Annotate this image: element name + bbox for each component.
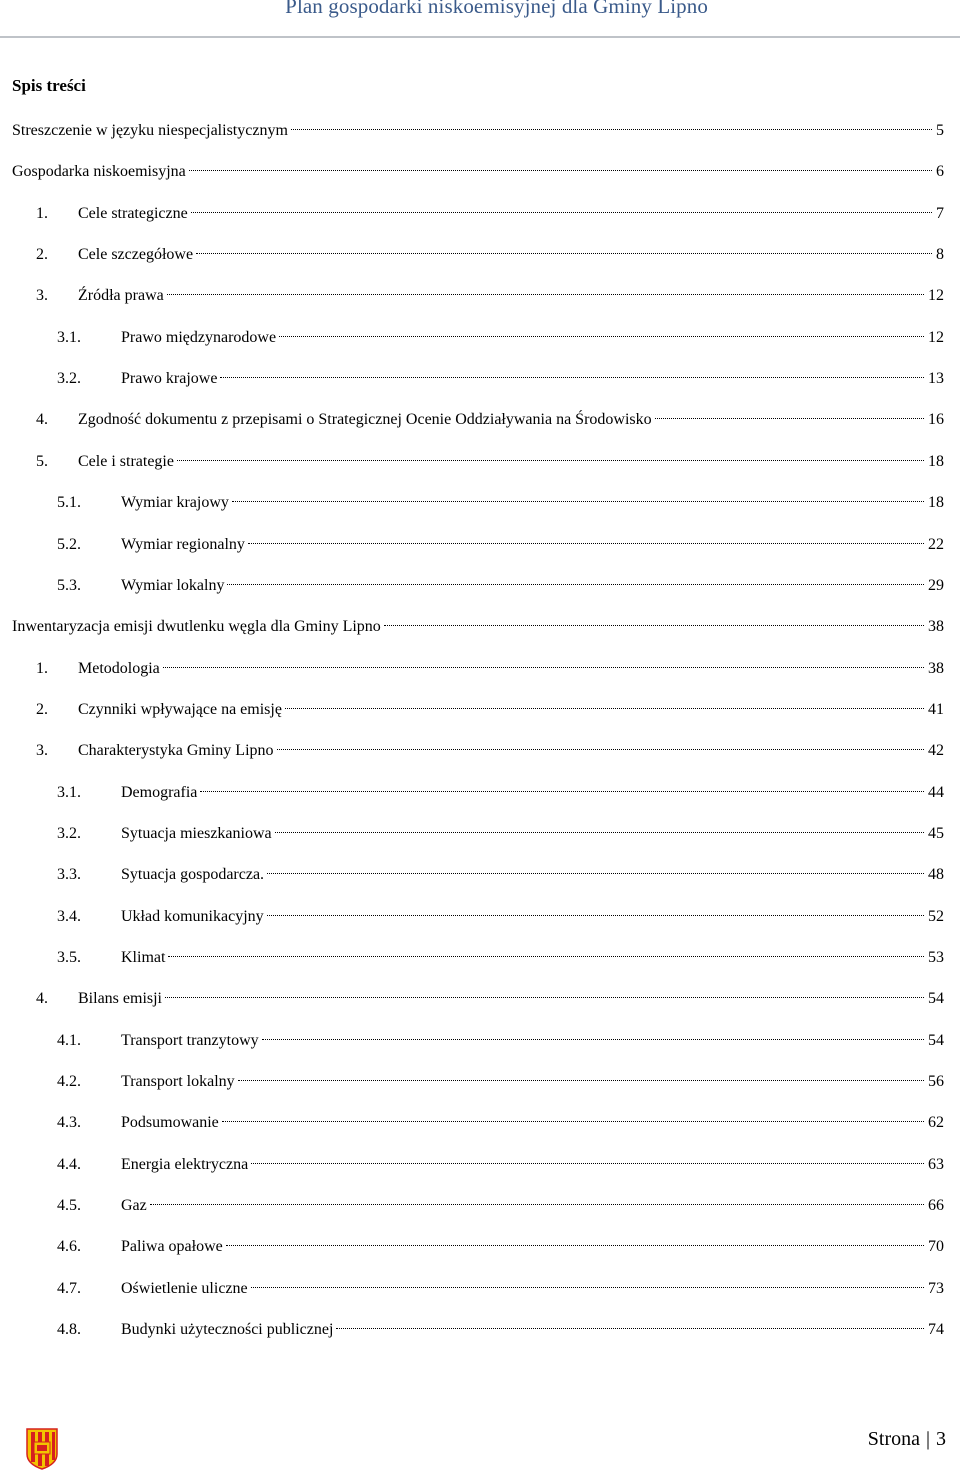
page-word: Strona — [867, 1428, 920, 1450]
dot-leader — [220, 377, 924, 378]
toc-entry[interactable] — [0, 863, 960, 887]
toc-entry[interactable] — [0, 1029, 960, 1053]
page-header — [0, 0, 960, 38]
toc-entry[interactable] — [0, 946, 960, 970]
toc-entry-title: Gaz — [121, 1197, 147, 1215]
dot-leader — [232, 501, 924, 502]
toc-entry-page: 54 — [928, 1031, 944, 1049]
toc-entry-page: 12 — [928, 287, 944, 305]
toc-entry-page: 48 — [928, 866, 944, 884]
toc-entry[interactable] — [0, 243, 960, 267]
toc-entry[interactable] — [0, 326, 960, 350]
toc-entry-title: Czynniki wpływające na emisję — [78, 700, 282, 718]
toc-entry[interactable] — [0, 1235, 960, 1259]
coat-of-arms-icon — [26, 1428, 58, 1470]
toc-entry-title: Budynki użyteczności publicznej — [121, 1321, 334, 1339]
dot-leader — [165, 997, 924, 998]
toc-entry-page: 73 — [928, 1279, 944, 1297]
toc-entry-page: 74 — [928, 1321, 944, 1339]
dot-leader — [238, 1080, 924, 1081]
dot-leader — [227, 584, 924, 585]
toc-entry-number: 2. — [36, 246, 48, 264]
toc-entry-page: 42 — [928, 742, 944, 760]
toc-entry-number: 5.3. — [57, 576, 81, 594]
toc-entry-number: 3.1. — [57, 328, 81, 346]
toc-entry-number: 1. — [36, 204, 48, 222]
toc-entry[interactable] — [0, 905, 960, 929]
page-number: 3 — [936, 1428, 946, 1450]
toc-entry-page: 13 — [928, 370, 944, 388]
toc-entry-title: Klimat — [121, 949, 166, 966]
toc-entry-page: 29 — [928, 576, 944, 594]
dot-leader — [384, 625, 924, 626]
toc-entry[interactable] — [0, 119, 960, 143]
toc-entry-page: 18 — [928, 452, 944, 470]
toc-entry[interactable] — [0, 781, 960, 805]
toc-entry-number: 4. — [36, 990, 48, 1008]
toc-entry-number: 3.2. — [57, 824, 81, 842]
dot-leader — [277, 749, 924, 750]
toc-entry-number: 1. — [36, 659, 48, 677]
dot-leader — [226, 1245, 924, 1246]
toc-entry-number: 2. — [36, 700, 48, 718]
page-separator: | — [925, 1428, 930, 1450]
dot-leader — [275, 832, 924, 833]
toc-entry-page: 62 — [928, 1114, 944, 1132]
toc-entry-title: Układ komunikacyjny — [121, 907, 264, 925]
toc-entry[interactable] — [0, 615, 960, 639]
toc-entry-title: Podsumowanie — [121, 1114, 219, 1132]
dot-leader — [262, 1039, 924, 1040]
toc-entry[interactable] — [0, 1111, 960, 1135]
toc-entry[interactable] — [0, 739, 960, 763]
toc-entry-page: 5 — [936, 122, 944, 139]
toc-entry-page: 54 — [928, 990, 944, 1008]
dot-leader — [251, 1287, 924, 1288]
toc-entry-number: 3. — [36, 742, 48, 760]
header-divider — [0, 36, 960, 38]
header-title: Plan gospodarki niskoemisyjnej dla Gminy Lipno — [285, 0, 708, 18]
toc-entry[interactable] — [0, 698, 960, 722]
toc-entry-title: Gospodarka niskoemisyjna — [12, 163, 186, 181]
toc-entry[interactable] — [0, 202, 960, 226]
toc-entry-title: Inwentaryzacja emisji dwutlenku węgla dla Gminy Lipno — [12, 618, 381, 636]
toc-entry-page: 66 — [928, 1197, 944, 1215]
dot-leader — [279, 336, 924, 337]
toc-entry-title: Energia elektryczna — [121, 1155, 249, 1173]
dot-leader — [222, 1121, 924, 1122]
toc-entry[interactable] — [0, 574, 960, 598]
toc-entry-number: 4.8. — [57, 1321, 81, 1339]
dot-leader — [251, 1163, 924, 1164]
toc-entry-page: 53 — [928, 949, 944, 966]
toc-entry-title: Paliwa opałowe — [121, 1238, 223, 1256]
dot-leader — [150, 1204, 924, 1205]
toc-entry[interactable] — [0, 1070, 960, 1094]
toc-entry[interactable] — [0, 284, 960, 308]
dot-leader — [177, 460, 924, 461]
toc-entry-title: Sytuacja gospodarcza. — [121, 866, 265, 884]
toc-entry-page: 6 — [936, 163, 944, 181]
toc-entry-number: 3.4. — [57, 907, 81, 925]
toc-entry-title: Sytuacja mieszkaniowa — [121, 824, 272, 842]
toc-entry[interactable] — [0, 1194, 960, 1218]
dot-leader — [655, 418, 924, 419]
toc-entry-page: 12 — [928, 328, 944, 346]
toc-entry-title: Zgodność dokumentu z przepisami o Strategicznej Ocenie Oddziaływania na Środowisko — [78, 411, 652, 429]
toc-entry-title: Cele szczegółowe — [78, 246, 194, 264]
toc-entry[interactable] — [0, 491, 960, 515]
toc-entry-number: 3.3. — [57, 866, 81, 884]
toc-entry-title: Prawo międzynarodowe — [121, 328, 277, 346]
toc-entry-page: 63 — [928, 1155, 944, 1173]
dot-leader — [336, 1328, 924, 1329]
toc-entry-page: 70 — [928, 1238, 944, 1256]
toc-entry-page: 45 — [928, 824, 944, 842]
toc-entry-title: Charakterystyka Gminy Lipno — [78, 742, 274, 760]
toc-entry-page: 44 — [928, 783, 944, 801]
toc-entry-number: 4.2. — [57, 1073, 81, 1091]
dot-leader — [267, 873, 924, 874]
dot-leader — [196, 253, 932, 254]
toc-entry-title: Źródła prawa — [78, 287, 164, 305]
toc-entry-number: 3.1. — [57, 783, 81, 801]
dot-leader — [291, 129, 932, 130]
toc-entry[interactable] — [0, 533, 960, 557]
toc-entry-title: Cele i strategie — [78, 452, 174, 470]
toc-entry-number: 3.5. — [57, 949, 81, 966]
dot-leader — [189, 170, 932, 171]
toc-entry[interactable] — [0, 1277, 960, 1301]
toc-entry-page: 18 — [928, 494, 944, 512]
toc-entry[interactable] — [0, 367, 960, 391]
toc-entry-number: 4.1. — [57, 1031, 81, 1049]
page-number-footer — [868, 1428, 946, 1451]
toc-entry[interactable] — [0, 822, 960, 846]
toc-entry-number: 3. — [36, 287, 48, 305]
toc-entry-page: 38 — [928, 618, 944, 636]
dot-leader — [168, 956, 924, 957]
dot-leader — [200, 791, 924, 792]
toc-entry[interactable] — [0, 657, 960, 681]
toc-entry[interactable] — [0, 1318, 960, 1342]
toc-entry-page: 56 — [928, 1073, 944, 1091]
toc-entry-title: Streszczenie w języku niespecjalistycznym — [12, 122, 288, 139]
toc-entry-title: Oświetlenie uliczne — [121, 1279, 248, 1297]
toc-entry-page: 22 — [928, 535, 944, 553]
toc-entry-number: 4.4. — [57, 1155, 81, 1173]
toc-entry[interactable] — [0, 1153, 960, 1177]
toc-entry-page: 41 — [928, 700, 944, 718]
dot-leader — [248, 543, 924, 544]
toc-entry-page: 8 — [936, 246, 944, 264]
toc-entry-page: 7 — [936, 204, 944, 222]
toc-entry[interactable] — [0, 160, 960, 184]
dot-leader — [191, 212, 932, 213]
toc-entry-number: 4.3. — [57, 1114, 81, 1132]
toc-entry-number: 5.2. — [57, 535, 81, 553]
dot-leader — [167, 294, 924, 295]
toc-entry[interactable] — [0, 987, 960, 1011]
toc-entry-title: Demografia — [121, 783, 198, 801]
toc-entry-title: Metodologia — [78, 659, 160, 677]
toc-entry-number: 4.5. — [57, 1197, 81, 1215]
toc-entry-title: Bilans emisji — [78, 990, 162, 1008]
toc-entry-number: 4.7. — [57, 1279, 81, 1297]
toc-entry-title: Cele strategiczne — [78, 204, 188, 222]
toc-entry-number: 4. — [36, 411, 48, 429]
toc-entry-title: Transport lokalny — [121, 1073, 235, 1091]
toc-entry-number: 4.6. — [57, 1238, 81, 1256]
toc-entry-number: 5.1. — [57, 494, 81, 512]
toc-entry-page: 16 — [928, 411, 944, 429]
dot-leader — [163, 667, 924, 668]
toc-heading: Spis treści — [12, 76, 86, 95]
toc-entry-page: 52 — [928, 907, 944, 925]
toc-entry-title: Wymiar regionalny — [121, 535, 245, 553]
toc-entry-number: 5. — [36, 452, 48, 470]
dot-leader — [285, 708, 924, 709]
toc-entry[interactable] — [0, 408, 960, 432]
dot-leader — [267, 915, 924, 916]
toc-entry-title: Transport tranzytowy — [121, 1031, 259, 1049]
toc-entry-title: Wymiar krajowy — [121, 494, 229, 512]
toc-entry-title: Prawo krajowe — [121, 370, 218, 388]
toc-entry-title: Wymiar lokalny — [121, 576, 225, 594]
toc-entry-number: 3.2. — [57, 370, 81, 388]
toc-entry[interactable] — [0, 450, 960, 474]
toc-entry-page: 38 — [928, 659, 944, 677]
